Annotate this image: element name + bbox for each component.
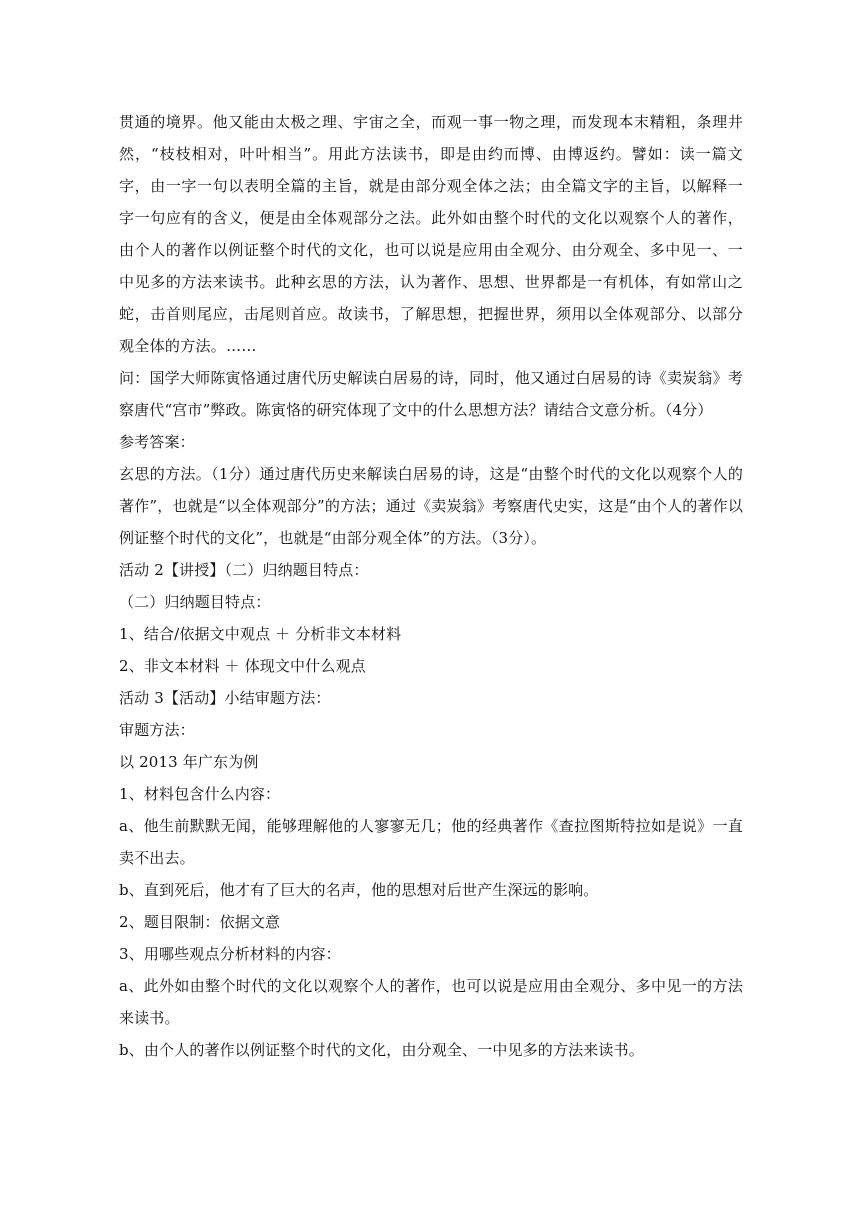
list-item: a、他生前默默无闻，能够理解他的人寥寥无几；他的经典著作《查拉图斯特拉如是说》一直卖不出去。 — [119, 817, 743, 867]
answer-text: 玄思的方法。（1分）通过唐代历史来解读白居易的诗，这是“由整个时代的文化以观察个人的著作”，也就是“以全体观部分”的方法；通过《卖炭翁》考察唐代史实，这是“由个人的著作以例证整个时代的文化”，也就是“由部分观全体”的方法。（3分）。 — [119, 465, 743, 547]
list-item: 1、材料包含什么内容： — [119, 785, 281, 803]
list-item: 1、结合/依据文中观点 ＋ 分析非文本材料 — [119, 625, 402, 643]
list-item: 2、题目限制：依据文意 — [119, 913, 281, 931]
list-item: b、由个人的著作以例证整个时代的文化，由分观全、一中见多的方法来读书。 — [119, 1041, 644, 1059]
question-text: 问：国学大师陈寅恪通过唐代历史解读白居易的诗，同时，他又通过白居易的诗《卖炭翁》考察唐代“宫市”弊政。陈寅恪的研究体现了文中的什么思想方法？请结合文意分析。（4分） — [119, 369, 743, 419]
answer-heading: 参考答案： — [119, 433, 195, 451]
method-heading: 审题方法： — [119, 721, 195, 739]
section-heading: （二）归纳题目特点： — [119, 593, 271, 611]
passage-excerpt: 贯通的境界。他又能由太极之理、宇宙之全，而观一事一物之理，而发现本末精粗，条理井然，“枝枝相对，叶叶相当”。用此方法读书，即是由约而博、由博返约。譬如：读一篇文字，由一字一句以表明全篇的主旨，就是由部分观全体之法；由全篇文字的主旨，以解释一字一句应有的含义，便是由全体观部分之法。此外如由整个时代的文化以观察个人的著作，由个人的著作以例证整个时代的文化，也可以说是应用由全观分、由分观全、多中见一、一中见多的方法来读书。此种玄思的方法，认为著作、思想、世界都是一有机体，有如常山之蛇，击首则尾应，击尾则首应。故读书，了解思想，把握世界，须用以全体观部分、以部分观全体的方法。…… — [119, 113, 743, 355]
list-item: 3、用哪些观点分析材料的内容： — [119, 945, 341, 963]
list-item: b、直到死后，他才有了巨大的名声，他的思想对后世产生深远的影响。 — [119, 881, 599, 899]
document-body — [119, 106, 743, 1066]
list-item: 2、非文本材料 ＋ 体现文中什么观点 — [119, 657, 366, 675]
example-heading: 以 2013 年广东为例 — [119, 753, 259, 771]
activity-2-heading: 活动 2【讲授】（二）归纳题目特点： — [119, 561, 369, 579]
list-item: a、此外如由整个时代的文化以观察个人的著作，也可以说是应用由全观分、多中见一的方法来读书。 — [119, 977, 743, 1027]
activity-3-heading: 活动 3【活动】小结审题方法： — [119, 689, 331, 707]
